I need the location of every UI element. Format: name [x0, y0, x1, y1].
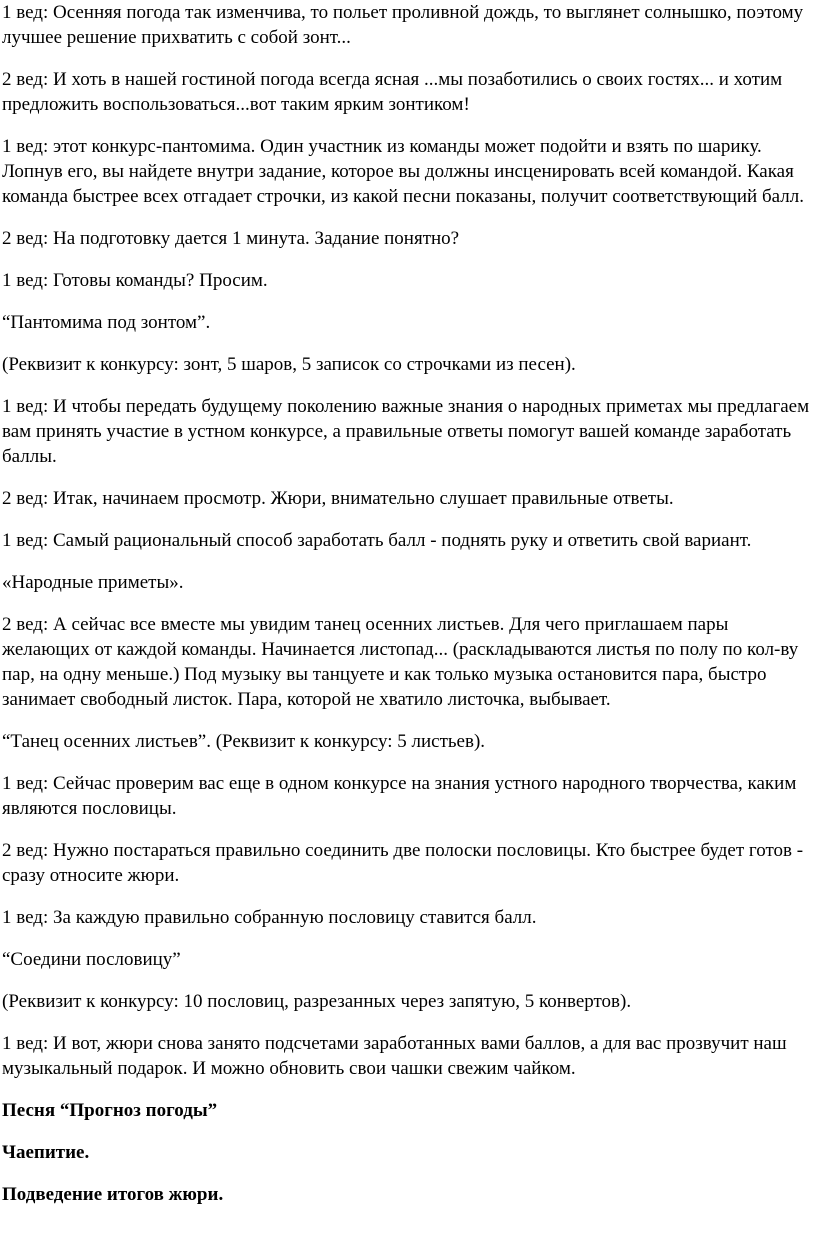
- paragraph-19: 1 вед: И вот, жюри снова занято подсчетами заработанных вами баллов, а для вас прозвучит наш музыкальный подарок. И можно обновить свои чашки свежим чайком.: [2, 1033, 787, 1079]
- paragraph-15: 2 вед: Нужно постараться правильно соединить две полоски пословицы. Кто быстрее будет готов - сразу относите жюри.: [2, 840, 804, 886]
- props-pantomime: (Реквизит к конкурсу: зонт, 5 шаров, 5 записок со строчками из песен).: [2, 354, 576, 375]
- paragraph-10: 1 вед: Самый рациональный способ заработать балл - поднять руку и ответить свой вариант.: [2, 530, 752, 551]
- paragraph-9: 2 вед: Итак, начинаем просмотр. Жюри, внимательно слушает правильные ответы.: [2, 488, 674, 509]
- heading-results: Подведение итогов жюри.: [2, 1184, 224, 1205]
- paragraph-14: 1 вед: Сейчас проверим вас еще в одном конкурсе на знания устного народного творчества, каким являются пословицы.: [2, 773, 797, 819]
- contest-title-pantomime: “Пантомима под зонтом”.: [2, 312, 211, 333]
- paragraph-2: 2 вед: И хоть в нашей гостиной погода всегда ясная ...мы позаботились о своих гостях... и хотим предложить воспользоваться...вот таким ярким зонтиком!: [2, 69, 783, 115]
- paragraph-3: 1 вед: этот конкурс-пантомима. Один участник из команды может подойти и взять по шарику. Лопнув его, вы найдете внутри задание, которое вы должны инсценировать всей командой. Какая команда быстрее всех отгадает строчки, из какой песни показаны, получит соответствующий балл.: [2, 136, 804, 207]
- paragraph-5: 1 вед: Готовы команды? Просим.: [2, 270, 268, 291]
- contest-title-leaf-dance: “Танец осенних листьев”. (Реквизит к конкурсу: 5 листьев).: [2, 731, 486, 752]
- props-proverbs: (Реквизит к конкурсу: 10 пословиц, разрезанных через запятую, 5 конвертов).: [2, 991, 632, 1012]
- paragraph-1: 1 вед: Осенняя погода так изменчива, то польет проливной дождь, то выглянет солнышко, поэтому лучшее решение прихватить с собой зонт...: [2, 2, 804, 48]
- contest-title-folk-signs: «Народные приметы».: [2, 572, 184, 593]
- contest-title-proverbs: “Соедини пословицу”: [2, 949, 181, 970]
- paragraph-12: 2 вед: А сейчас все вместе мы увидим танец осенних листьев. Для чего приглашаем пары желающих от каждой команды. Начинается листопад... (раскладываются листья по полу по кол-ву пар, на одну меньше.) Под музыку вы танцуете и как только музыка остановится пара, быстро занимает свободный листок. Пара, которой не хватило листочка, выбывает.: [2, 614, 799, 710]
- paragraph-8: 1 вед: И чтобы передать будущему поколению важные знания о народных приметах мы предлагаем вам принять участие в устном конкурсе, а правильные ответы помогут вашей команде заработать баллы.: [2, 396, 810, 467]
- heading-tea: Чаепитие.: [2, 1142, 90, 1163]
- paragraph-4: 2 вед: На подготовку дается 1 минута. Задание понятно?: [2, 228, 460, 249]
- paragraph-16: 1 вед: За каждую правильно собранную пословицу ставится балл.: [2, 907, 537, 928]
- heading-song: Песня “Прогноз погоды”: [2, 1100, 218, 1121]
